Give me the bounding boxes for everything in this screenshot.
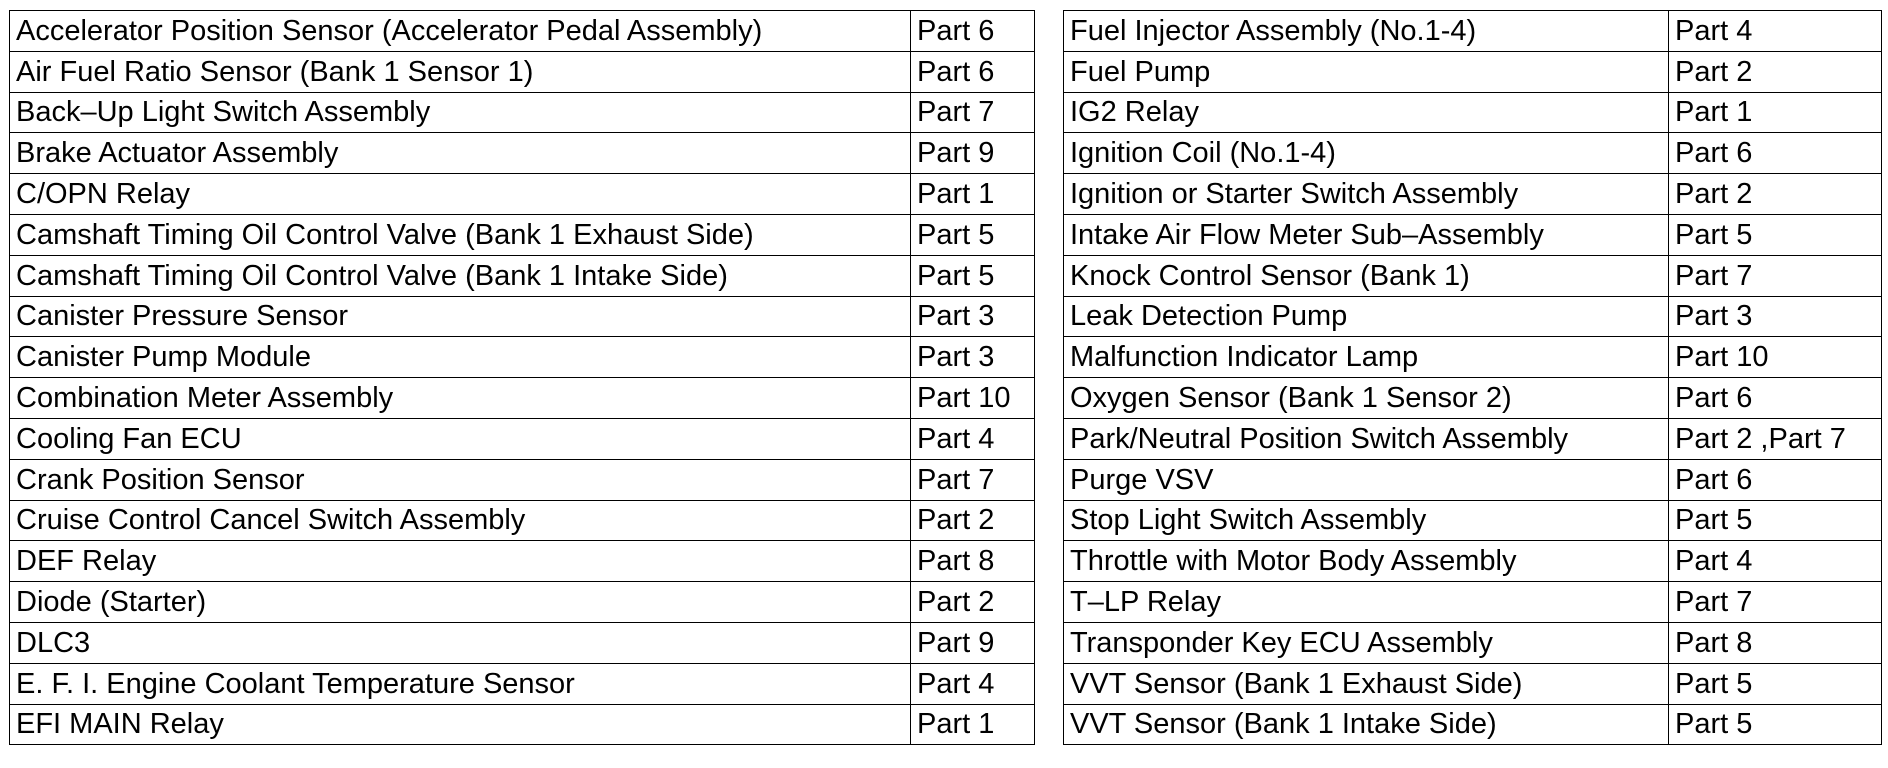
table-row [1064,500,1882,541]
component-name-cell: VVT Sensor (Bank 1 Exhaust Side) [1064,663,1669,704]
part-number-cell: Part 7 [911,459,1035,500]
table-row [10,51,1035,92]
component-name-cell: EFI MAIN Relay [10,704,911,745]
part-number-cell: Part 10 [1669,337,1882,378]
component-name-cell: Diode (Starter) [10,582,911,623]
component-name-cell: IG2 Relay [1064,92,1669,133]
part-number-cell: Part 5 [1669,500,1882,541]
table-row [10,214,1035,255]
part-number-cell: Part 7 [1669,255,1882,296]
component-name-cell: Oxygen Sensor (Bank 1 Sensor 2) [1064,378,1669,419]
right-table-body [1064,11,1882,745]
component-name-cell: Cooling Fan ECU [10,418,911,459]
table-row [1064,663,1882,704]
part-number-cell: Part 3 [911,337,1035,378]
table-row [1064,51,1882,92]
table-row [10,133,1035,174]
component-name-cell: VVT Sensor (Bank 1 Intake Side) [1064,704,1669,745]
table-row [10,174,1035,215]
component-name-cell: DEF Relay [10,541,911,582]
component-name-cell: Canister Pump Module [10,337,911,378]
part-number-cell: Part 2 [1669,51,1882,92]
table-row [1064,296,1882,337]
component-name-cell: Camshaft Timing Oil Control Valve (Bank 1 Intake Side) [10,255,911,296]
component-name-cell: Combination Meter Assembly [10,378,911,419]
component-name-cell: Leak Detection Pump [1064,296,1669,337]
table-row [1064,11,1882,52]
part-number-cell: Part 5 [911,214,1035,255]
part-number-cell: Part 6 [911,11,1035,52]
component-name-cell: C/OPN Relay [10,174,911,215]
part-number-cell: Part 4 [911,663,1035,704]
part-number-cell: Part 5 [1669,704,1882,745]
component-name-cell: Intake Air Flow Meter Sub–Assembly [1064,214,1669,255]
part-number-cell: Part 2 ,Part 7 [1669,418,1882,459]
component-name-cell: Air Fuel Ratio Sensor (Bank 1 Sensor 1) [10,51,911,92]
table-row [10,11,1035,52]
table-row [1064,255,1882,296]
table-row [10,582,1035,623]
component-name-cell: Malfunction Indicator Lamp [1064,337,1669,378]
table-row [10,337,1035,378]
part-number-cell: Part 5 [1669,214,1882,255]
table-row [1064,582,1882,623]
table-row [1064,459,1882,500]
part-number-cell: Part 9 [911,133,1035,174]
table-row [10,296,1035,337]
part-number-cell: Part 3 [911,296,1035,337]
part-number-cell: Part 2 [911,582,1035,623]
table-row [10,418,1035,459]
part-number-cell: Part 10 [911,378,1035,419]
component-name-cell: Canister Pressure Sensor [10,296,911,337]
component-name-cell: Transponder Key ECU Assembly [1064,622,1669,663]
component-name-cell: Brake Actuator Assembly [10,133,911,174]
part-number-cell: Part 1 [911,704,1035,745]
component-name-cell: Fuel Injector Assembly (No.1-4) [1064,11,1669,52]
table-row [10,459,1035,500]
component-name-cell: T–LP Relay [1064,582,1669,623]
table-row [1064,214,1882,255]
part-number-cell: Part 7 [1669,582,1882,623]
part-number-cell: Part 6 [1669,378,1882,419]
component-name-cell: Camshaft Timing Oil Control Valve (Bank 1 Exhaust Side) [10,214,911,255]
left-table-body [10,11,1035,745]
part-number-cell: Part 4 [911,418,1035,459]
part-number-cell: Part 6 [911,51,1035,92]
component-name-cell: Stop Light Switch Assembly [1064,500,1669,541]
component-name-cell: E. F. I. Engine Coolant Temperature Sensor [10,663,911,704]
component-name-cell: Accelerator Position Sensor (Accelerator Pedal Assembly) [10,11,911,52]
part-number-cell: Part 5 [1669,663,1882,704]
part-number-cell: Part 4 [1669,11,1882,52]
part-number-cell: Part 2 [911,500,1035,541]
part-number-cell: Part 8 [1669,622,1882,663]
table-row [10,92,1035,133]
left-parts-table [9,10,1035,745]
table-row [1064,174,1882,215]
component-name-cell: Fuel Pump [1064,51,1669,92]
table-row [1064,378,1882,419]
part-number-cell: Part 2 [1669,174,1882,215]
table-row [10,704,1035,745]
table-row [1064,541,1882,582]
component-name-cell: Crank Position Sensor [10,459,911,500]
component-name-cell: Cruise Control Cancel Switch Assembly [10,500,911,541]
part-number-cell: Part 1 [1669,92,1882,133]
component-name-cell: Park/Neutral Position Switch Assembly [1064,418,1669,459]
component-name-cell: Ignition Coil (No.1-4) [1064,133,1669,174]
part-number-cell: Part 4 [1669,541,1882,582]
part-number-cell: Part 6 [1669,459,1882,500]
part-number-cell: Part 8 [911,541,1035,582]
table-row [10,378,1035,419]
table-row [10,255,1035,296]
table-row [1064,622,1882,663]
component-name-cell: Throttle with Motor Body Assembly [1064,541,1669,582]
component-name-cell: Knock Control Sensor (Bank 1) [1064,255,1669,296]
part-number-cell: Part 5 [911,255,1035,296]
part-number-cell: Part 7 [911,92,1035,133]
table-row [1064,133,1882,174]
part-number-cell: Part 3 [1669,296,1882,337]
part-number-cell: Part 6 [1669,133,1882,174]
table-row [1064,704,1882,745]
table-row [1064,92,1882,133]
component-name-cell: Purge VSV [1064,459,1669,500]
part-number-cell: Part 9 [911,622,1035,663]
right-parts-table [1063,10,1882,745]
table-row [1064,418,1882,459]
part-number-cell: Part 1 [911,174,1035,215]
component-name-cell: Ignition or Starter Switch Assembly [1064,174,1669,215]
component-name-cell: DLC3 [10,622,911,663]
table-row [10,622,1035,663]
table-row [10,500,1035,541]
component-name-cell: Back–Up Light Switch Assembly [10,92,911,133]
table-row [10,663,1035,704]
table-row [1064,337,1882,378]
table-row [10,541,1035,582]
